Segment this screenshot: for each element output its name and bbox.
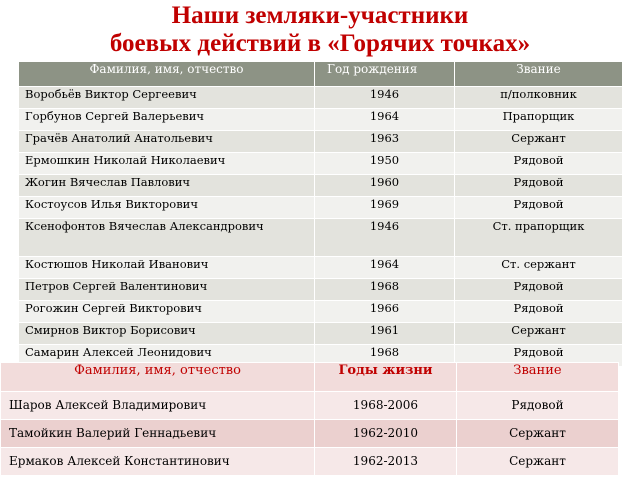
birth-year: 1946 [315,87,455,109]
participant-name: Самарин Алексей Леонидович [19,345,315,367]
title-line-2: боевых действий в «Горячих точках» [109,30,531,57]
table-row [19,257,623,279]
fallen-header-row [1,363,619,392]
birth-year: 1960 [315,175,455,197]
life-years: 1962-2010 [315,420,457,448]
participant-name: Рогожин Сергей Викторович [19,301,315,323]
title-line-1: Наши земляки-участники [171,2,469,29]
header-life-years: Годы жизни [315,363,457,392]
rank: Сержант [457,420,619,448]
participant-name: Жогин Вячеслав Павлович [19,175,315,197]
header-rank: Звание [455,62,623,87]
rank: Рядовой [455,175,623,197]
table-row [19,323,623,345]
life-years: 1968-2006 [315,392,457,420]
table-row [19,87,623,109]
birth-year: 1950 [315,153,455,175]
participant-name: Горбунов Сергей Валерьевич [19,109,315,131]
table-row [19,197,623,219]
participant-name: Петров Сергей Валентинович [19,279,315,301]
page-title [0,2,640,58]
header-name: Фамилия, имя, отчество [1,363,315,392]
birth-year: 1964 [315,257,455,279]
participant-name: Костюшов Николай Иванович [19,257,315,279]
rank: Ст. сержант [455,257,623,279]
rank: Рядовой [455,153,623,175]
participant-name: Воробьёв Виктор Сергеевич [19,87,315,109]
rank: Рядовой [455,279,623,301]
participant-name: Ермошкин Николай Николаевич [19,153,315,175]
participants-header-row [19,62,623,87]
rank: Рядовой [455,345,623,367]
header-birth-year: Год рождения [315,62,455,87]
table-row [19,175,623,197]
table-row [19,301,623,323]
table-row [1,420,619,448]
table-row [19,279,623,301]
rank: Сержант [455,131,623,153]
birth-year: 1961 [315,323,455,345]
birth-year: 1964 [315,109,455,131]
birth-year: 1963 [315,131,455,153]
participants-table [18,61,623,367]
fallen-name: Ермаков Алексей Константинович [1,448,315,476]
life-years: 1962-2013 [315,448,457,476]
table-row [19,219,623,257]
table-row [19,109,623,131]
rank: Рядовой [457,392,619,420]
rank: Рядовой [455,301,623,323]
birth-year: 1969 [315,197,455,219]
fallen-table [0,362,619,476]
table-row [1,392,619,420]
fallen-name: Шаров Алексей Владимирович [1,392,315,420]
header-rank: Звание [457,363,619,392]
table-row [19,153,623,175]
header-name: Фамилия, имя, отчество [19,62,315,87]
fallen-name: Тамойкин Валерий Геннадьевич [1,420,315,448]
birth-year: 1968 [315,345,455,367]
rank: Ст. прапорщик [455,219,623,257]
birth-year: 1966 [315,301,455,323]
table-row [19,131,623,153]
rank: Прапорщик [455,109,623,131]
participant-name: Смирнов Виктор Борисович [19,323,315,345]
birth-year: 1946 [315,219,455,257]
participant-name: Ксенофонтов Вячеслав Александрович [19,219,315,257]
rank: Сержант [455,323,623,345]
rank: Рядовой [455,197,623,219]
participant-name: Грачёв Анатолий Анатольевич [19,131,315,153]
table-row [1,448,619,476]
birth-year: 1968 [315,279,455,301]
rank: Сержант [457,448,619,476]
rank: п/полковник [455,87,623,109]
participant-name: Костоусов Илья Викторович [19,197,315,219]
